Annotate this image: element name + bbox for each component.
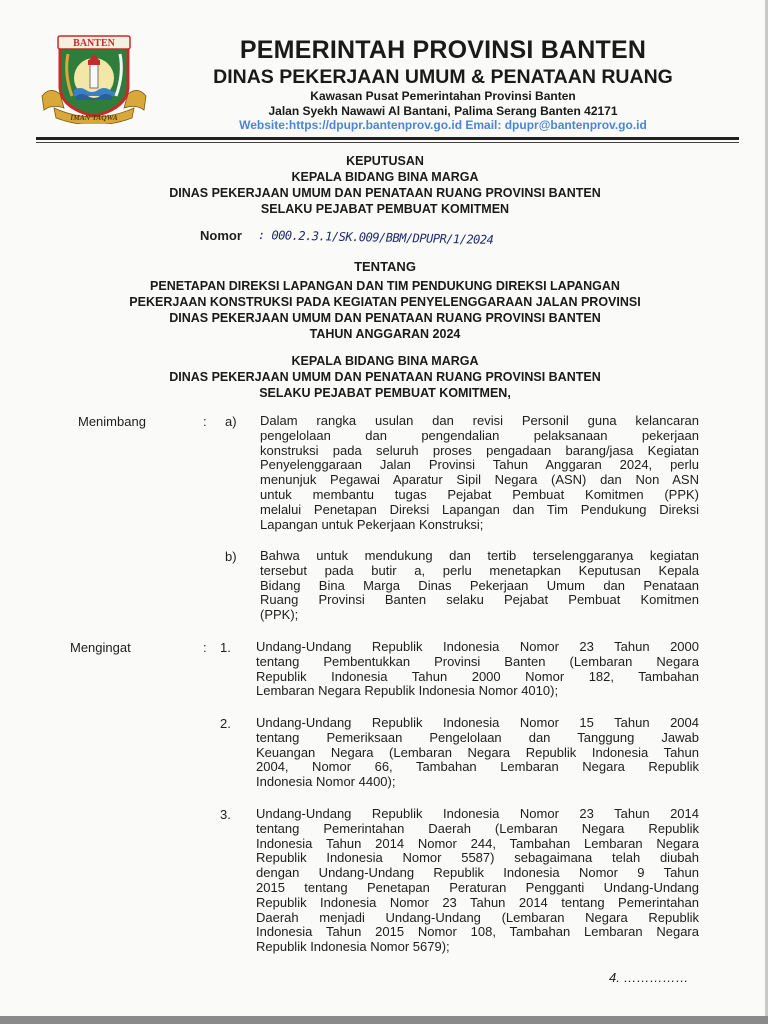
text-line: Republik Indonesia Nomor 23 Tahun 2014 tentang Pemerintahan (256, 894, 699, 910)
subject-line: PENETAPAN DIREKSI LAPANGAN DAN TIM PENDUKUNG DIREKSI LAPANGAN (150, 279, 620, 293)
text-line: Republik Indonesia Nomor 5587) sebagaimana telah diubah (256, 850, 699, 866)
subject-line: TAHUN ANGGARAN 2024 (309, 327, 461, 341)
mengingat-2-text (256, 716, 699, 790)
subject-block (60, 278, 710, 342)
text-line: Undang-Undang Republik Indonesia Nomor 23 Tahun 2000 (256, 639, 699, 654)
svg-text:BANTEN: BANTEN (73, 38, 115, 49)
menimbang-b-text (260, 549, 699, 623)
website-email-line[interactable]: Website:https://dpupr.bantenprov.go.id Email: dpupr@bantenprov.go.id (239, 118, 647, 132)
authority-line: KEPALA BIDANG BINA MARGA (291, 354, 479, 368)
authority-line: DINAS PEKERJAAN UMUM DAN PENATAAN RUANG PROVINSI BANTEN (169, 370, 601, 384)
tentang-label: TENTANG (354, 259, 416, 274)
mengingat-3-marker: 3. (220, 807, 231, 822)
mengingat-1-text (256, 640, 699, 699)
text-line: melalui Penetapan Direksi Lapangan dan Tim Pendukung Direksi (260, 501, 699, 517)
authority-line: SELAKU PEJABAT PEMBUAT KOMITMEN, (259, 386, 511, 400)
tentang-heading (60, 259, 710, 275)
text-line: Dalam rangka usulan dan revisi Personil guna kelancaran (260, 413, 699, 428)
mengingat-label: Mengingat (70, 640, 131, 655)
text-line: Ruang Provinsi Banten selaku Pejabat Pembuat Komitmen (260, 592, 699, 608)
decision-line: DINAS PEKERJAAN UMUM DAN PENATAAN RUANG PROVINSI BANTEN (169, 186, 601, 200)
nomor-label: Nomor (200, 228, 242, 243)
mengingat-3-text (256, 807, 699, 955)
address-line-1: Kawasan Pusat Pemerintahan Provinsi Banten (310, 89, 576, 103)
text-line: Bidang Bina Marga Dinas Pekerjaan Umum dan Penataan (260, 577, 699, 593)
mengingat-1-marker: 1. (220, 640, 231, 655)
text-line: untuk membantu tugas Pejabat Pembuat Komitmen (PPK) (260, 486, 699, 502)
text-line: Bahwa untuk mendukung dan tertib terselenggaranya kegiatan (260, 548, 699, 563)
text-line: tentang Pemeriksaan Pengelolaan dan Tanggung Jawab (256, 729, 699, 745)
text-line: Undang-Undang Republik Indonesia Nomor 15 Tahun 2004 (256, 715, 699, 730)
banten-coat-of-arms-logo (40, 34, 148, 124)
address-line-2: Jalan Syekh Nawawi Al Bantani, Palima Serang Banten 42171 (268, 104, 618, 118)
text-line: dengan Undang-Undang Republik Indonesia Nomor 9 Tahun (256, 865, 699, 881)
text-line: Lembaran Negara Republik Indonesia Nomor 4010); (256, 683, 559, 699)
text-line: 2015 tentang Penetapan Peraturan Pengganti Undang-Undang (256, 879, 699, 895)
decision-line: SELAKU PEJABAT PEMBUAT KOMITMEN (260, 202, 510, 216)
text-line: pengelolaan dan pengendalian pelaksanaan pekerjaan (260, 427, 699, 443)
text-line: menunjuk Pegawai Aparatur Sipil Negara (ASN) dan Non ASN (260, 472, 699, 488)
text-line: Indonesia Tahun 2014 Nomor 244, Tambahan Lembaran Negara (256, 835, 699, 851)
nomor-handwritten-value: : 000.2.3.1/SK.009/BBM/DPUPR/1/2024 (257, 228, 494, 247)
header-rule-thin (36, 142, 739, 143)
text-line: Indonesia Tahun 2015 Nomor 108, Tambahan Lembaran Negara (256, 924, 699, 940)
text-line: tentang Pemerintahan Daerah (Lembaran Negara Republik (256, 820, 699, 836)
mengingat-2-marker: 2. (220, 716, 231, 731)
mengingat-colon: : (203, 640, 207, 655)
text-line: 2004, Nomor 66, Tambahan Lembaran Negara Republik (256, 759, 699, 775)
text-line: konstruksi pada seluruh proses pengadaan barang/jasa Kegiatan (260, 442, 699, 458)
menimbang-a-marker: a) (225, 414, 237, 429)
menimbang-a-text (260, 414, 699, 532)
text-line: Republik Indonesia Nomor 5679); (256, 939, 450, 955)
text-line: tentang Pembentukkan Provinsi Banten (Lembaran Negara (256, 653, 699, 669)
next-page-continuation: 4. …………… (609, 970, 689, 985)
government-title: PEMERINTAH PROVINSI BANTEN (239, 36, 647, 64)
text-line: tersebut pada butir a, perlu menetapkan Keputusan Kepala (260, 562, 699, 578)
scan-bottom-edge (0, 1016, 768, 1024)
text-line: Lapangan untuk Pekerjaan Konstruksi; (260, 516, 484, 532)
menimbang-colon: : (203, 414, 207, 429)
text-line: Indonesia Nomor 4400); (256, 774, 396, 790)
text-line: (PPK); (260, 607, 299, 623)
decision-heading (60, 153, 710, 217)
subject-line: DINAS PEKERJAAN UMUM DAN PENATAAN RUANG PROVINSI BANTEN (169, 311, 601, 325)
subject-line: PEKERJAAN KONSTRUKSI PADA KEGIATAN PENYELENGGARAAN JALAN PROVINSI (129, 295, 641, 309)
text-line: Daerah menjadi Undang-Undang (Lembaran Negara Republik (256, 909, 699, 925)
menimbang-label: Menimbang (78, 414, 146, 429)
svg-text:IMAN TAQWA: IMAN TAQWA (70, 113, 118, 122)
text-line: Penyelenggaraan Jalan Provinsi Tahun Anggaran 2024, perlu (260, 457, 699, 473)
text-line: Republik Indonesia Tahun 2000 Nomor 182, Tambahan (256, 668, 699, 684)
decision-line: KEPUTUSAN (346, 154, 424, 168)
menimbang-b-marker: b) (225, 549, 237, 564)
decision-line: KEPALA BIDANG BINA MARGA (291, 170, 479, 184)
text-line: Undang-Undang Republik Indonesia Nomor 23 Tahun 2014 (256, 806, 699, 821)
authority-block (60, 353, 710, 401)
agency-title: DINAS PEKERJAAN UMUM & PENATAAN RUANG (213, 66, 673, 88)
text-line: Keuangan Negara (Lembaran Negara Republik Indonesia Tahun (256, 744, 699, 760)
header-rule-thick (36, 137, 739, 140)
